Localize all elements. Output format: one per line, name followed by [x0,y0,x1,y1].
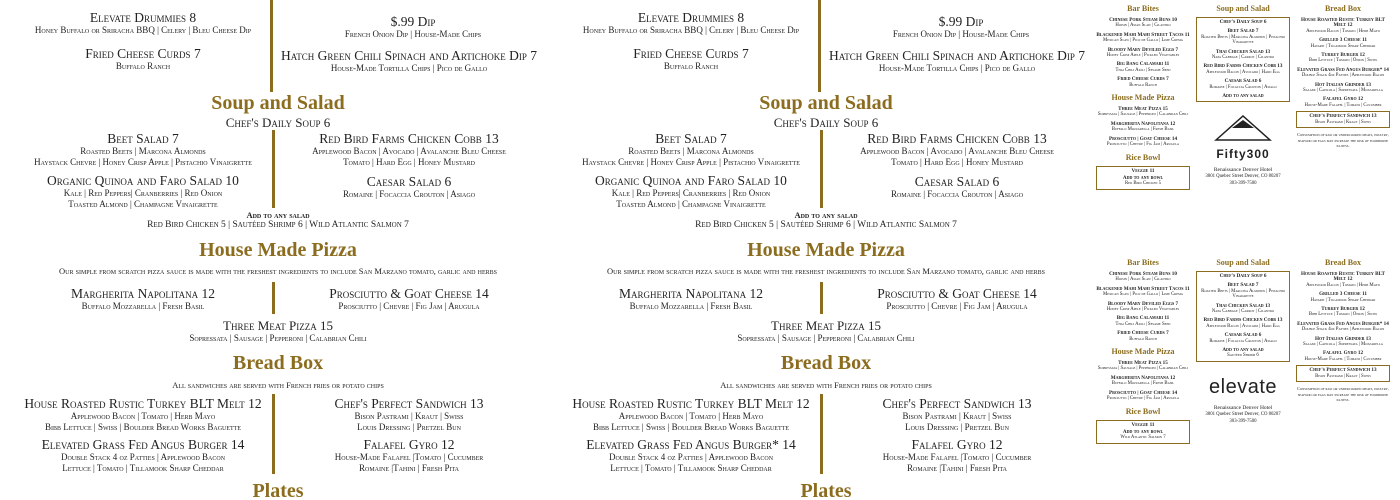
item-desc: Toasted Almond | Champagne Vinaigrette [616,198,766,209]
item-desc: Bibb Lettuce | Swiss | Boulder Bread Works Baguette [44,421,242,432]
mini-item: Big Bang Calamari 11 Thai Chili Aioli | Sesame Seed [1115,61,1171,73]
mini-item: Blackened Mahi Mahi Street Tacos 11 Mexican Slaw | Pico de Gallo | Lime Crema [1096,31,1190,44]
mini-heading: Soup and Salad [1216,4,1270,13]
item-desc: Prosciutto | Chevre | Fig Jam | Arugula [886,301,1028,311]
section-heading-plates: Plates [252,480,304,500]
add-to-salad-heading: Add to any salad [794,210,858,220]
item-desc: Haystack Chevre | Honey Crisp Apple | Pistachio Vinaigrette [34,156,252,167]
bread-box-intro: All sandwiches are served with French fries or potato chips [720,380,932,390]
column-divider [270,0,273,92]
item-desc: Toasted Almond | Champagne Vinaigrette [68,198,218,209]
mini-heading: Bar Bites [1127,258,1159,267]
menu-item [566,318,1086,344]
item-desc: Romaine |Tahini | Fresh Pita [907,462,1007,473]
mini-col-bread-box: Bread Box House Roasted Rustic Turkey BLT Melt 12 Applewood Bacon | Tomato | Herb Mayo Grilled 3 Cheese 11 Havarti | Tillamook Sharp Cheddar Turkey Burger 12 Bibb Lettuce | Tomato | Onion | Swiss Elevated Grass Fed Angus Burger* 14 Double Stack 4oz Patties | Applewood Bacon Hot Italian Grinder 13 Salami | Capicola | Sopressata | Mozzarella Falafel Gyro 12 House-Made Falafel | Tomato | Cucumber Chef's Perfect Sandwich 13 Bison Pastrami | Kraut | Swiss Consumption of raw or undercooked meats, poultry, seafood or eggs may increase the risk of foodborne illness. [1297,258,1389,402]
item-desc: Bibb Lettuce | Swiss | Boulder Bread Works Baguette [592,421,790,432]
column-divider [818,0,821,92]
health-note: Consumption of raw or undercooked meats, poultry, seafood or eggs may increase the risk of foodborne illness. [1297,386,1389,402]
bread-box-intro: All sandwiches are served with French fries or potato chips [172,380,384,390]
mini-heading: Rice Bowl [1125,152,1161,162]
menu-item [18,286,268,312]
section-heading-bread-box: Bread Box [780,352,872,374]
item-desc: Tomato | Hard Egg | Honey Mustard [343,156,475,167]
item-desc: House-Made Tortilla Chips | Pico de Gallo [330,63,488,73]
mini-col-bar-bites [1096,4,1190,190]
item-desc: Applewood Bacon | Avocado | Avalanche Bleu Cheese [312,146,506,156]
item-desc: Tomato | Hard Egg | Honey Mustard [891,156,1023,167]
item-desc: Kale | Red Peppers| Cranberries | Red Onion [63,188,223,198]
item-name: $.99 Dip [390,14,436,29]
item-desc: Romaine |Tahini | Fresh Pita [359,462,459,473]
menu-item [566,396,816,432]
mini-col-soup-salad [1196,4,1290,187]
menu-item [18,318,538,344]
item-desc: Sopressata | Sausage | Pepperoni | Calabrian Chili [189,333,367,343]
item-name: Prosciutto & Goat Cheese 14 [877,286,1037,301]
rice-bowl-box: Veggie 11 Add to any bowl Wild Atlantic Salmon 7 [1096,420,1190,444]
mini-item: Prosciutto | Goat Cheese 14 Prosciutto | Chevre | Fig Jam | Arugula [1106,135,1180,148]
pizza-intro: Our simple from scratch pizza sauce is made with the freshest ingredients to include San Marzano tomato, garlic and herbs [59,266,497,276]
elevate-logo: elevate [1209,375,1277,398]
item-desc: Romaine | Focaccia Crouton | Asiago [342,189,476,199]
mini-heading: Bread Box [1324,4,1362,13]
item-desc: Buffalo Ranch [663,61,719,71]
menu-item [18,10,268,36]
mini-item: Three Meat Pizza 15 Sopressata | Sausage | Pepperoni | Calabrian Chili [1097,106,1189,118]
hotel-address: 3801 Quebec Street Denver, CO 80207 [1205,174,1281,180]
section-heading-soup-salad: Soup and Salad [759,92,893,114]
item-name: Red Bird Farms Chicken Cobb 13 [867,131,1047,146]
mini-menu-b [1096,258,1392,498]
item-name: Fried Cheese Curds 7 [633,46,749,61]
item-name: Caesar Salad 6 [914,174,1000,189]
logo-text: Fifty300 [1216,147,1270,162]
mini-item: Fried Cheese Curds 7 Buffalo Ranch [1117,330,1169,342]
menu-page-a [18,0,538,500]
item-desc: Double Stack 4 oz Patties | Applewood Bacon [60,452,226,462]
item-name: Caesar Salad 6 [366,174,452,189]
item-name: Organic Quinoa and Faro Salad 10 [47,173,239,188]
menu-item [280,131,538,167]
mini-heading: House Made Pizza [1111,347,1175,357]
mini-item: Bloody Mary Deviled Eggs 7 Honey Crisp Apple | Pickled Vegetables [1106,46,1180,59]
hotel-name: Renaissance Denver Hotel [1213,167,1273,174]
add-to-salad-items: Red Bird Chicken 5 | Sautéed Shrimp 6 | Wild Atlantic Salmon 7 [695,220,957,230]
item-name: Prosciutto & Goat Cheese 14 [329,286,489,301]
item-name: Chef's Perfect Sandwich 13 [882,396,1032,411]
item-name: House Roasted Rustic Turkey BLT Melt 12 [24,396,262,411]
mini-col-bar-bites [1096,258,1190,444]
column-divider [272,130,275,208]
mountain-logo-icon [1196,110,1290,150]
item-desc: Roasted Beets | Marcona Almonds [80,146,206,156]
item-desc: Buffalo Mozzarella | Fresh Basil [629,301,753,311]
menu-page-b [566,0,1086,500]
item-desc: Romaine | Focaccia Crouton | Asiago [890,189,1024,199]
mini-menu-a [1096,4,1392,244]
column-divider [820,394,823,474]
item-name: Margherita Napolitana 12 [70,286,216,301]
mini-col-soup-salad [1196,258,1290,425]
column-divider [272,394,275,474]
daily-soup: Chef's Daily Soup 6 [773,115,879,130]
item-name: Organic Quinoa and Faro Salad 10 [595,173,787,188]
item-name: Three Meat Pizza 15 [223,318,333,333]
mini-heading: House Made Pizza [1111,93,1175,103]
menu-item [828,174,1086,200]
item-desc: Honey Buffalo or Sriracha BBQ | Celery | Bleu Cheese Dip [34,25,252,35]
item-desc: Bison Pastrami | Kraut | Swiss [902,411,1012,421]
pizza-intro: Our simple from scratch pizza sauce is made with the freshest ingredients to include San Marzano tomato, garlic and herbs [607,266,1045,276]
item-desc: Sopressata | Sausage | Pepperoni | Calabrian Chili [737,333,915,343]
menu-item [18,46,268,72]
column-divider [272,282,275,314]
mini-col-bread-box: Bread Box House Roasted Rustic Turkey BLT Melt 12 Applewood Bacon | Tomato | Herb Mayo Grilled 3 Cheese 11 Havarti | Tillamook Sharp Cheddar Turkey Burger 12 Bibb Lettuce | Tomato | Onion | Swiss Elevated Grass Fed Angus Burger* 14 Double Stack 4oz Patties | Applewood Bacon Hot Italian Grinder 13 Salami | Capicola | Sopressata | Mozzarella Falafel Gyro 12 House-Made Falafel | Tomato | Cucumber Chef's Perfect Sandwich 13 Bison Pastrami | Kraut | Swiss Consumption of raw or undercooked meats, poultry, seafood or eggs may increase the risk of foodborne illness. [1297,4,1389,148]
daily-soup: Chef's Daily Soup 6 [225,115,331,130]
menu-item [828,396,1086,432]
item-desc: House-Made Tortilla Chips | Pico de Gallo [878,63,1036,73]
menu-item [280,48,538,74]
menu-item [18,173,268,209]
mini-heading: Bread Box [1324,258,1362,267]
menu-item [828,286,1086,312]
mini-item: Blackened Mahi Mahi Street Tacos 11 Mexican Slaw | Pico de Gallo | Lime Crema [1096,285,1190,298]
menu-item [828,48,1086,74]
menu-item [828,437,1086,473]
menu-item [288,14,538,40]
item-desc: Prosciutto | Chevre | Fig Jam | Arugula [338,301,480,311]
menu-item [566,46,816,72]
menu-item [566,131,816,167]
section-heading-soup-salad: Soup and Salad [211,92,345,114]
item-desc: Double Stack 4 oz Patties | Applewood Bacon [608,452,774,462]
mini-item: Chinese Pork Steam Buns 10 Hoisin | Asian Slaw | Cilantro [1109,17,1177,29]
chef-sandwich-box: Chef's Perfect Sandwich 13 Bison Pastrami | Kraut | Swiss [1296,111,1390,128]
item-name: Elevated Grass Fed Angus Burger 14 [41,437,245,452]
mini-item: Big Bang Calamari 11 Thai Chili Aioli | Sesame Seed [1115,315,1171,327]
menu-item [566,437,816,473]
item-name: Falafel Gyro 12 [911,437,1003,452]
health-note: Consumption of raw or undercooked meats, poultry, seafood or eggs may increase the risk of foodborne illness. [1297,132,1389,148]
item-desc: French Onion Dip | House-Made Chips [892,29,1030,39]
item-name: Beet Salad 7 [655,131,727,146]
item-name: House Roasted Rustic Turkey BLT Melt 12 [572,396,810,411]
item-desc: Buffalo Ranch [115,61,171,71]
menu-item [566,286,816,312]
mini-heading: Rice Bowl [1125,406,1161,416]
mini-item: Prosciutto | Goat Cheese 14 Prosciutto | Chevre | Fig Jam | Arugula [1106,389,1180,402]
item-desc: Kale | Red Peppers| Cranberries | Red Onion [611,188,771,198]
section-heading-bread-box: Bread Box [232,352,324,374]
item-name: Red Bird Farms Chicken Cobb 13 [319,131,499,146]
hotel-phone: 303-399-7500 [1229,418,1257,424]
menu-item [836,14,1086,40]
menu-item [566,173,816,209]
menu-item [18,396,268,432]
mini-heading: Bar Bites [1127,4,1159,13]
section-heading-pizza: House Made Pizza [199,239,357,261]
item-desc: Roasted Beets | Marcona Almonds [628,146,754,156]
item-desc: Applewood Bacon | Avocado | Avalanche Bleu Cheese [860,146,1054,156]
item-desc: Applewood Bacon | Tomato | Herb Mayo [70,411,216,421]
item-name: Elevate Drummies 8 [637,10,745,25]
menu-item [280,174,538,200]
menu-item [566,10,816,36]
add-to-salad-heading: Add to any salad [246,210,310,220]
column-divider [820,282,823,314]
item-desc: Louis Dressing | Pretzel Bun [905,421,1009,432]
item-desc: House-Made Falafel |Tomato | Cucumber [882,452,1032,462]
soup-salad-box: Chef's Daily Soup 6 Beet Salad 7 Roasted Beets | Marcona Almonds | Pistachio Vinaigrette Thai Chicken Salad 13 Napa Cabbage | Carrot | Cilantro Red Bird Farms Chicken Cobb 13 Applewood Bacon | Avocado | Hard Egg Caesar Salad 6 Romaine | Focaccia Crouton | Asiago Add to any salad [1196,17,1290,102]
hotel-phone: 303-399-7500 [1229,181,1257,187]
hotel-name: Renaissance Denver Hotel [1213,404,1273,411]
item-name: Elevated Grass Fed Angus Burger* 14 [586,437,796,452]
mini-item: Bloody Mary Deviled Eggs 7 Honey Crisp Apple | Pickled Vegetables [1106,300,1180,313]
item-name: Elevate Drummies 8 [89,10,197,25]
chef-sandwich-box: Chef's Perfect Sandwich 13 Bison Pastrami | Kraut | Swiss [1296,365,1390,382]
rice-bowl-box: Veggie 11 Add to any bowl Red Bird Chicken 5 [1096,166,1190,190]
item-name: Beet Salad 7 [107,131,179,146]
item-desc: Lettuce | Tomato | Tillamook Sharp Cheddar [610,462,772,473]
hotel-address: 3801 Quebec Street Denver, CO 80207 [1205,411,1281,417]
menu-item [18,131,268,167]
mini-item: Three Meat Pizza 15 Sopressata | Sausage | Pepperoni | Calabrian Chili [1097,360,1189,372]
mini-item: Margherita Napolitana 12 Buffalo Mozzarella | Fresh Basil [1110,374,1176,387]
section-heading-pizza: House Made Pizza [747,239,905,261]
menu-item [18,437,268,473]
add-to-salad-items: Red Bird Chicken 5 | Sautéed Shrimp 6 | Wild Atlantic Salmon 7 [147,220,409,230]
item-desc: Buffalo Mozzarella | Fresh Basil [81,301,205,311]
column-divider [820,130,823,208]
menu-item [280,437,538,473]
item-desc: Lettuce | Tomato | Tillamook Sharp Cheddar [62,462,224,473]
item-name: Falafel Gyro 12 [363,437,455,452]
item-name: Hatch Green Chili Spinach and Artichoke Dip 7 [280,48,538,63]
item-desc: French Onion Dip | House-Made Chips [344,29,482,39]
item-desc: Applewood Bacon | Tomato | Herb Mayo [618,411,764,421]
item-desc: Haystack Chevre | Honey Crisp Apple | Pistachio Vinaigrette [582,156,800,167]
item-name: Margherita Napolitana 12 [618,286,764,301]
section-heading-plates: Plates [800,480,852,500]
item-name: Hatch Green Chili Spinach and Artichoke Dip 7 [828,48,1086,63]
item-desc: Bison Pastrami | Kraut | Swiss [354,411,464,421]
mini-item: Margherita Napolitana 12 Buffalo Mozzarella | Fresh Basil [1110,120,1176,133]
item-name: $.99 Dip [938,14,984,29]
mini-item: Chinese Pork Steam Buns 10 Hoisin | Asian Slaw | Cilantro [1109,271,1177,283]
mini-heading: Soup and Salad [1216,258,1270,267]
item-name: Fried Cheese Curds 7 [85,46,201,61]
item-name: Chef's Perfect Sandwich 13 [334,396,484,411]
menu-item [280,286,538,312]
soup-salad-box: Chef's Daily Soup 6 Beet Salad 7 Roasted Beets | Marcona Almonds | Pistachio Vinaigrette Thai Chicken Salad 13 Napa Cabbage | Carrot | Cilantro Red Bird Farms Chicken Cobb 13 Applewood Bacon | Avocado | Hard Egg Caesar Salad 6 Romaine | Focaccia Crouton | Asiago Add to any salad Sautéed Shrimp 6 [1196,271,1290,362]
item-desc: Louis Dressing | Pretzel Bun [357,421,461,432]
item-desc: House-Made Falafel |Tomato | Cucumber [334,452,484,462]
menu-item [280,396,538,432]
item-name: Three Meat Pizza 15 [771,318,881,333]
menu-item [828,131,1086,167]
item-desc: Honey Buffalo or Sriracha BBQ | Celery | Bleu Cheese Dip [582,25,800,35]
mini-item: Fried Cheese Curds 7 Buffalo Ranch [1117,76,1169,88]
